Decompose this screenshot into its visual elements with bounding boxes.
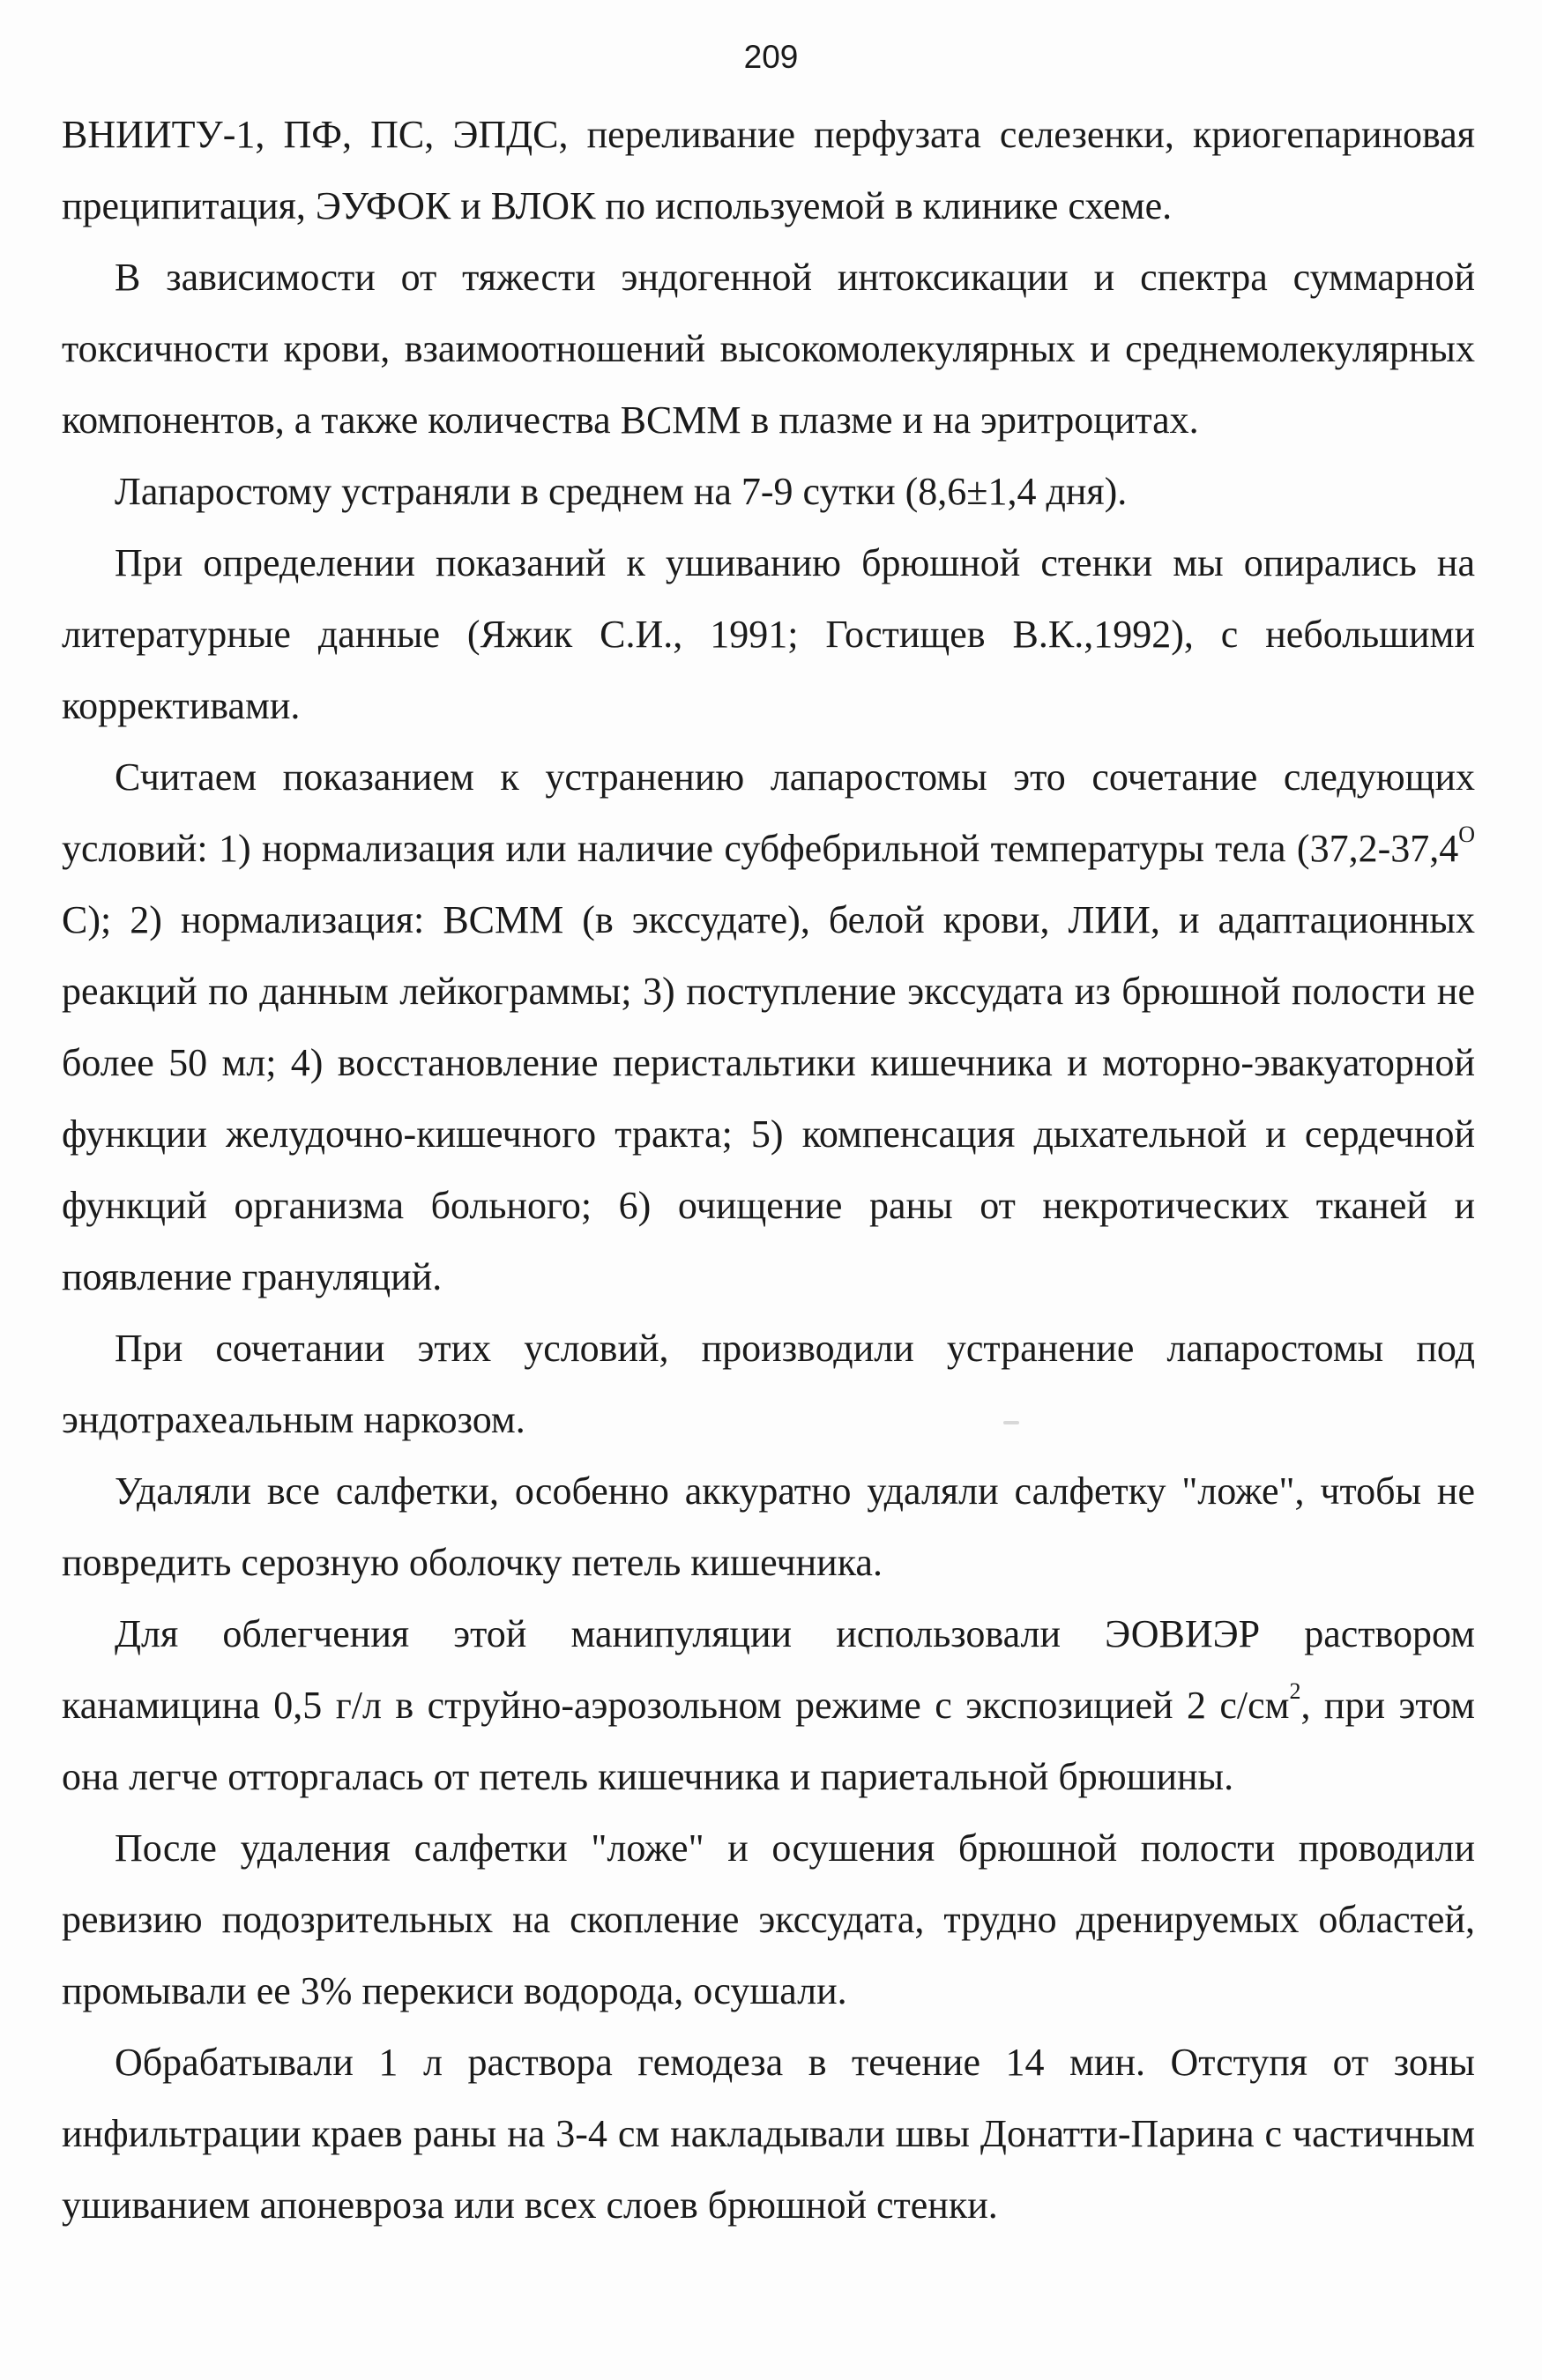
paragraph-8-text-start: Для облегчения этой манипуляции использовали ЭОВИЭР раствором канамицина 0,5 г/л в струйно-аэрозольном режиме с экспозицией 2 с/см: [62, 1612, 1475, 1727]
paragraph-8-text-end: , при этом она легче отторгалась от петель кишечника и париетальной брюшины.: [62, 1684, 1475, 1798]
scan-speck: [1003, 1421, 1019, 1424]
paragraph-7: Удаляли все салфетки, особенно аккуратно удаляли салфетку "ложе", чтобы не повредить серозную оболочку петель кишечника.: [62, 1469, 1475, 1584]
paragraph-6: При сочетании этих условий, производили устранение лапаростомы под эндотрахеальным наркозом.: [62, 1327, 1475, 1441]
paragraph-2: В зависимости от тяжести эндогенной интоксикации и спектра суммарной токсичности крови, взаимоотношений высокомолекулярных и среднемолекулярных компонентов, а также количества ВСММ в плазме и на эритроцитах.: [62, 256, 1475, 442]
square-superscript: 2: [1289, 1677, 1301, 1704]
paragraph-5: [62, 741, 1475, 1313]
paragraph-4: При определении показаний к ушиванию брюшной стенки мы опирались на литературные данные (Яжик С.И., 1991; Гостищев В.К.,1992), с небольшими коррективами.: [62, 541, 1475, 727]
degree-superscript: О: [1458, 821, 1475, 847]
paragraph-9: После удаления салфетки "ложе" и осушения брюшной полости проводили ревизию подозрительных на скопление экссудата, трудно дренируемых областей, промывали ее 3% перекиси водорода, осушали.: [62, 1826, 1475, 2012]
paragraph-1: ВНИИТУ-1, ПФ, ПС, ЭПДС, переливание перфузата селезенки, криогепариновая преципитация, ЭУФОК и ВЛОК по используемой в клинике схеме.: [62, 113, 1475, 227]
paragraph-10: Обрабатывали 1 л раствора гемодеза в течение 14 мин. Отступя от зоны инфильтрации краев раны на 3-4 см накладывали швы Донатти-Парина с частичным ушиванием апоневроза или всех слоев брюшной стенки.: [62, 2041, 1475, 2227]
page-number: 209: [743, 39, 799, 75]
paragraph-3: Лапаростому устраняли в среднем на 7-9 сутки (8,6±1,4 дня).: [115, 470, 1128, 513]
paragraph-5-text-start: Считаем показанием к устранению лапаростомы это сочетание следующих условий: 1) нормализация или наличие субфебрильной температуры тела (37,2-37,4: [62, 755, 1475, 870]
body-text: [62, 99, 1475, 2241]
paragraph-8: [62, 1598, 1475, 1812]
paragraph-5-text-end: С); 2) нормализация: ВСММ (в экссудате), белой крови, ЛИИ, и адаптационных реакций по данным лейкограммы; 3) поступление экссудата из брюшной полости не более 50 мл; 4) восстановление перистальтики кишечника и моторно-эвакуаторной функции желудочно-кишечного тракта; 5) компенсация дыхательной и сердечной функций организма больного; 6) очищение раны от некротических тканей и появление грануляций.: [62, 898, 1475, 1298]
